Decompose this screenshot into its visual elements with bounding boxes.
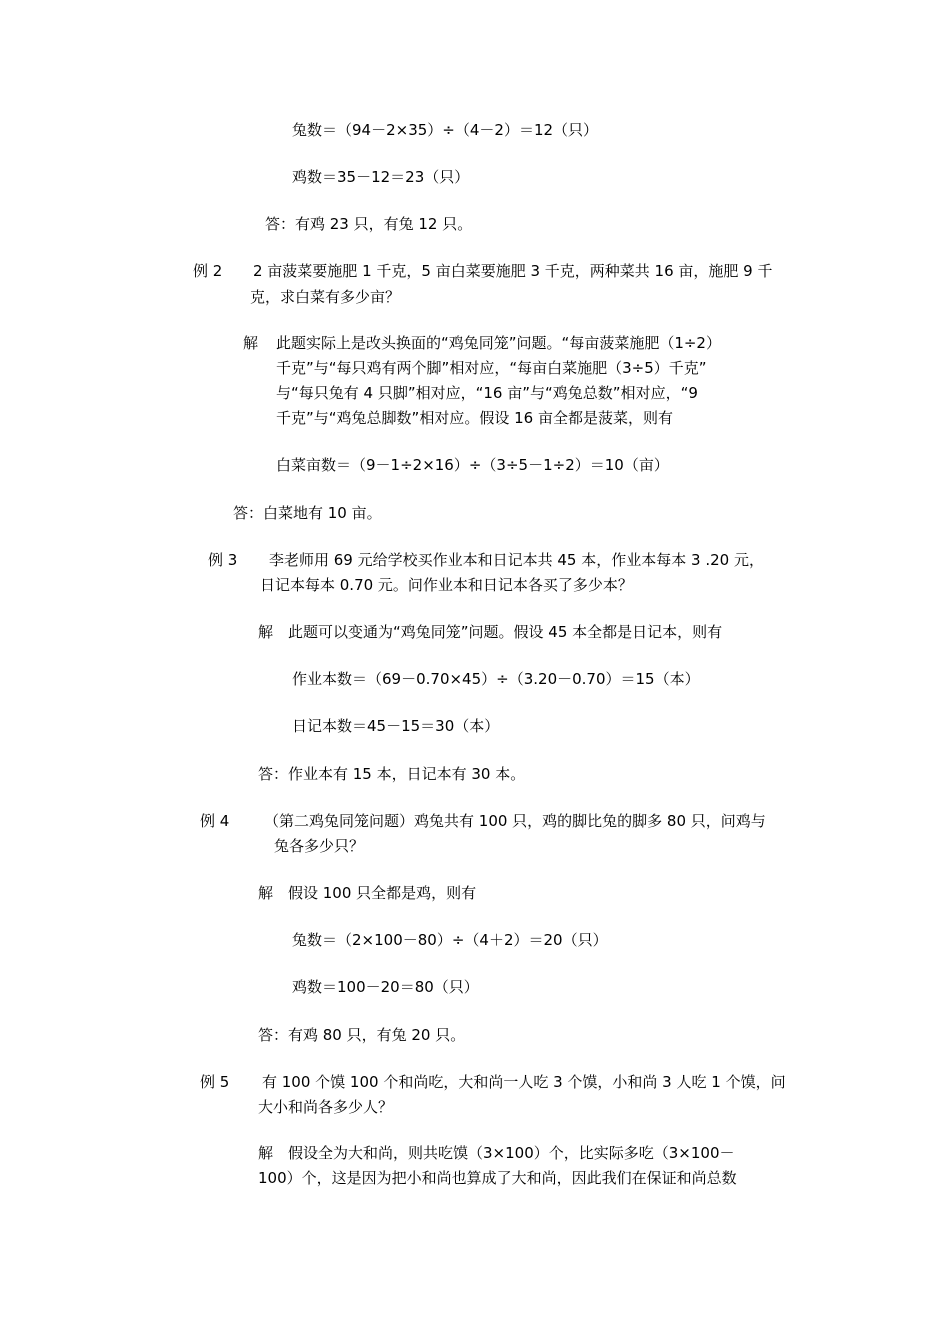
example-4-equation: 鸡数＝100－20＝80（只） (292, 978, 479, 996)
example-2-question: 克，求白菜有多少亩？ (250, 288, 401, 306)
chicken-equation: 鸡数＝35－12＝23（只） (292, 168, 470, 186)
example-2-question: 2 亩菠菜要施肥 1 千克，5 亩白菜要施肥 3 千克，两种菜共 16 亩，施肥 9 千 (253, 262, 773, 280)
example-4-answer: 答：有鸡 80 只，有兔 20 只。 (258, 1026, 466, 1044)
example-5-solution: 解 假设全为大和尚，则共吃馍（3×100）个，比实际多吃（3×100－ (258, 1144, 735, 1162)
example-3-question: 日记本每本 0.70 元。问作业本和日记本各买了多少本？ (260, 576, 633, 594)
example-2-solution: 与“每只兔有 4 只脚”相对应，“16 亩”与“鸡兔总数”相对应，“9 (276, 384, 698, 402)
example-3-equation: 日记本数＝45－15＝30（本） (292, 717, 500, 735)
example-2-solution: 千克”与“鸡兔总脚数”相对应。假设 16 亩全都是菠菜，则有 (276, 409, 673, 427)
example-2-answer: 答：白菜地有 10 亩。 (233, 504, 382, 522)
example-5-question: 有 100 个馍 100 个和尚吃，大和尚一人吃 3 个馍，小和尚 3 人吃 1 个馍，问 (262, 1073, 786, 1091)
example-2-solution: 此题实际上是改头换面的“鸡兔同笼”问题。“每亩菠菜施肥（1÷2） (276, 334, 721, 352)
rabbit-equation: 兔数＝（94－2×35）÷（4－2）＝12（只） (292, 121, 599, 139)
solution-label: 解 (243, 334, 259, 352)
example-2-equation: 白菜亩数＝（9－1÷2×16）÷（3÷5－1÷2）＝10（亩） (276, 456, 669, 474)
example-5-solution: 100）个，这是因为把小和尚也算成了大和尚，因此我们在保证和尚总数 (258, 1169, 737, 1187)
example-4-equation: 兔数＝（2×100－80）÷（4＋2）＝20（只） (292, 931, 608, 949)
example-4-label: 例 4 (200, 812, 230, 830)
example-2-label: 例 2 (193, 262, 223, 280)
example-5-label: 例 5 (200, 1073, 230, 1091)
example-3-solution: 解 此题可以变通为“鸡兔同笼”问题。假设 45 本全都是日记本，则有 (258, 623, 723, 641)
example-4-solution: 解 假设 100 只全都是鸡，则有 (258, 884, 477, 902)
example-2-solution: 千克”与“每只鸡有两个脚”相对应，“每亩白菜施肥（3÷5）千克” (276, 359, 707, 377)
example-3-answer: 答：作业本有 15 本，日记本有 30 本。 (258, 765, 526, 783)
example-5-question: 大小和尚各多少人？ (258, 1098, 394, 1116)
example-3-equation: 作业本数＝（69－0.70×45）÷（3.20－0.70）＝15（本） (292, 670, 700, 688)
example-4-question: 兔各多少只？ (274, 837, 365, 855)
example-3-label: 例 3 (208, 551, 238, 569)
example-3-question: 李老师用 69 元给学校买作业本和日记本共 45 本，作业本每本 3 .20 元， (269, 551, 764, 569)
answer-line: 答：有鸡 23 只，有兔 12 只。 (265, 215, 473, 233)
example-4-question: （第二鸡兔同笼问题）鸡兔共有 100 只，鸡的脚比兔的脚多 80 只，问鸡与 (264, 812, 766, 830)
